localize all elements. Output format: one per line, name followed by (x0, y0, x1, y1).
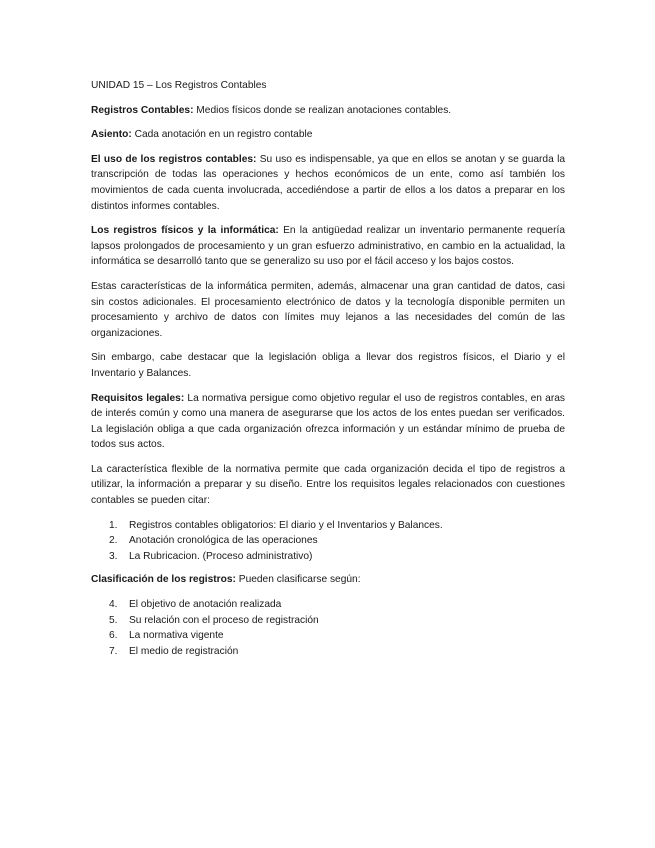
list-text: El medio de registración (129, 645, 239, 657)
classification-list (91, 597, 565, 659)
document-title: UNIDAD 15 – Los Registros Contables (91, 80, 267, 91)
list-item (91, 533, 565, 549)
term: Asiento: (91, 129, 132, 141)
list-item (91, 549, 565, 565)
list-number: 3. (109, 550, 118, 562)
paragraph-text: Medios físicos donde se realizan anotaciones contables. (193, 104, 452, 116)
list-number: 5. (109, 614, 118, 626)
list-item (91, 597, 565, 613)
paragraph-caracteristica-flexible (91, 462, 565, 509)
paragraph-asiento (91, 127, 565, 143)
list-number: 1. (109, 519, 118, 531)
list-number: 2. (109, 535, 118, 547)
paragraph-requisitos-legales (91, 391, 565, 453)
paragraph-text: Estas características de la informática permiten, además, almacenar una gran cantidad de datos, casi sin costos adicionales. El procesamiento electrónico de datos y la tecnología disponible permiten un procesamiento y archivo de datos con límites muy lejanos a las necesidades del común de las organizaciones. (91, 280, 565, 339)
term: El uso de los registros contables: (91, 153, 257, 165)
list-text: La normativa vigente (129, 630, 224, 642)
paragraph-text: Cada anotación en un registro contable (131, 129, 313, 141)
paragraph-registros-contables (91, 103, 565, 119)
term: Los registros físicos y la informática: (91, 225, 279, 237)
paragraph-sin-embargo (91, 350, 565, 381)
paragraph-text: Pueden clasificarse según: (235, 574, 361, 586)
list-text: Su relación con el proceso de registración (129, 614, 319, 626)
term: Clasificación de los registros: (91, 574, 236, 586)
document-page (91, 78, 565, 667)
list-text: Registros contables obligatorios: El diario y el Inventarios y Balances. (129, 519, 443, 531)
paragraph-text: Sin embargo, cabe destacar que la legislación obliga a llevar dos registros físicos, el Diario y el Inventario y Balances. (91, 352, 565, 379)
list-number: 4. (109, 599, 118, 611)
paragraph-uso-registros (91, 152, 565, 214)
paragraph-clasificacion (91, 572, 565, 588)
list-item (91, 628, 565, 644)
list-item (91, 613, 565, 629)
requirements-list (91, 518, 565, 565)
paragraph-text: Su uso es indispensable, ya que en ellos se anotan y se guarda la transcripción de todas las operaciones y hechos económicos de un ente, como así también los movimientos de cada cuenta involucrada, accediéndose a partir de ellos a los datos a preparar en los distintos informes contables. (91, 153, 565, 212)
paragraph-registros-fisicos (91, 223, 565, 270)
paragraph-text: En la antigüedad realizar un inventario permanente requería lapsos prolongados de procesamiento y un gran esfuerzo administrativo, en cambio en la actualidad, la informática se desarrolló tanto que se generalizo su uso por el fácil acceso y los bajos costos. (91, 225, 565, 268)
list-item (91, 644, 565, 660)
term: Registros Contables: (91, 104, 194, 116)
paragraph-text: La característica flexible de la normativa permite que cada organización decida el tipo de registros a utilizar, la información a preparar y su diseño. Entre los requisitos legales relacionados con cuestiones contables se pueden citar: (91, 463, 565, 507)
list-text: Anotación cronológica de las operaciones (129, 535, 318, 547)
list-number: 6. (109, 630, 118, 642)
paragraph-caracteristicas (91, 279, 565, 341)
list-text: El objetivo de anotación realizada (129, 599, 282, 611)
term: Requisitos legales: (91, 392, 185, 404)
list-item (91, 518, 565, 534)
list-text: La Rubricacion. (Proceso administrativo) (129, 550, 313, 562)
list-number: 7. (109, 645, 118, 657)
paragraph-text: La normativa persigue como objetivo regular el uso de registros contables, en aras de interés común y como una manera de asegurarse que los actos de los entes puedan ser verificados. La legislación obliga a que cada organización ofrezca información y un estándar mínimo de prueba de todos sus actos. (91, 392, 565, 451)
